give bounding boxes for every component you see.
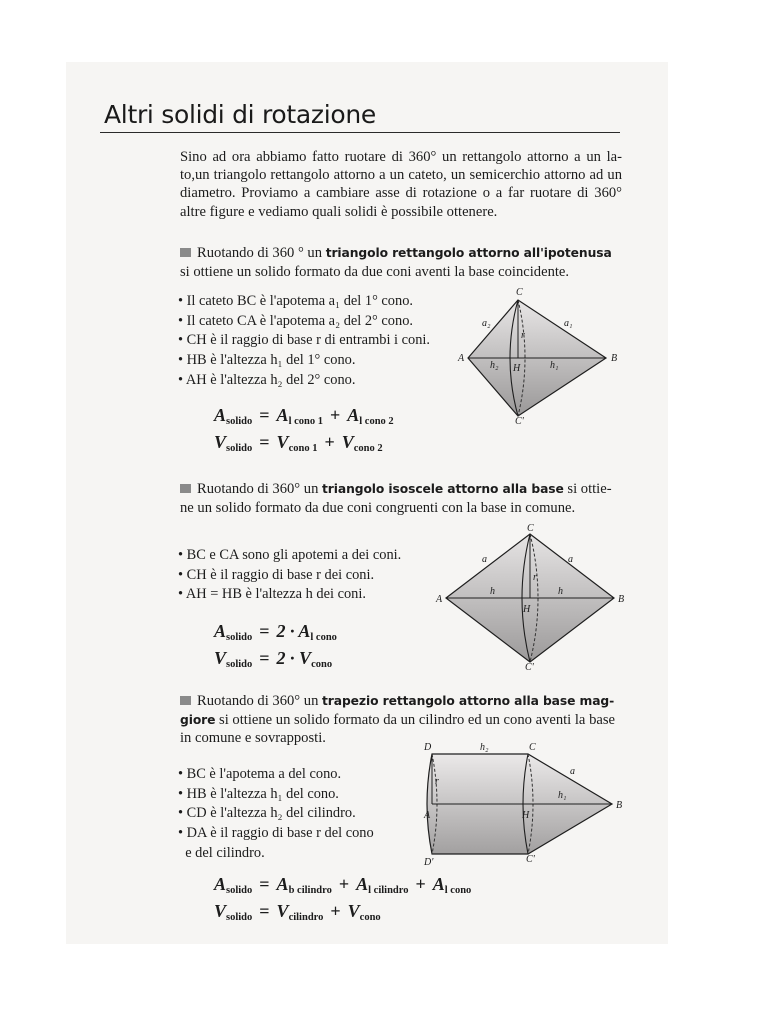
- list-item: • AH = HB è l'altezza h dei coni.: [178, 586, 366, 603]
- area-formula: $A_{solido} = 2 \cdot A_{l cono}$: [214, 621, 337, 643]
- label-B: B: [611, 353, 618, 364]
- list-item: • HB è l'altezza h₁ del 1° cono.: [178, 352, 356, 369]
- label-C-prime: C': [515, 416, 524, 426]
- list-item: • CH è il raggio di base r dei coni.: [178, 566, 375, 583]
- label-h2: h₂: [490, 360, 499, 371]
- title-rule: [100, 132, 620, 133]
- cylinder-cone-figure: [418, 738, 630, 870]
- label-r: r: [533, 572, 537, 583]
- label-h1: h₁: [550, 360, 559, 371]
- label-h2: h₂: [480, 742, 489, 753]
- section-1-points: [178, 292, 430, 391]
- list-item: • Il cateto CA è l'apotema a₂ del 2° cono.: [178, 312, 413, 329]
- list-item: e del cilindro.: [178, 844, 265, 861]
- list-item: • BC è l'apotema a del cono.: [178, 766, 342, 782]
- label-h-left: h: [490, 586, 495, 597]
- list-item: • BC e CA sono gli apotemi a dei coni.: [178, 547, 402, 563]
- section-1-lead: Ruotando di 360 ° un: [197, 245, 323, 261]
- label-C-prime: C': [526, 854, 535, 865]
- list-item: • CH è il raggio di base r di entrambi i coni.: [178, 332, 431, 349]
- label-r: r: [521, 330, 525, 341]
- list-item: • DA è il raggio di base r del cono: [178, 825, 374, 842]
- list-item: • Il cateto BC è l'apotema a₁ del 1° cono.: [178, 293, 413, 309]
- label-H: H: [522, 810, 530, 821]
- section-1-bold: triangolo rettangolo attorno all'ipotenusa: [325, 246, 612, 260]
- label-H: H: [513, 363, 521, 374]
- label-a-left: a: [482, 554, 487, 565]
- section-2-heading: [180, 480, 625, 517]
- section-2-bold: triangolo isoscele attorno alla base: [322, 482, 564, 496]
- section-2-lead: Ruotando di 360° un: [197, 481, 319, 497]
- area-formula: $A_{solido} = A_{b cilindro} + A_{l cilindro} + A_{l cono}$: [214, 874, 472, 896]
- label-a2: a₂: [482, 318, 491, 329]
- section-marker-icon: [180, 484, 191, 493]
- intro-paragraph: Sino ad ora abbiamo fatto ruotare di 360° un rettangolo attorno a un la-to,un triangolo rettangolo attorno a un cateto, un semicerchio attorno ad un diametro. Proviamo a cambiare asse di rotazione o a far ruotare di 360° altre figure e vediamo quali solidi è possibile ottenere.: [180, 149, 622, 220]
- label-r: r: [435, 776, 439, 787]
- section-1-heading: [180, 244, 625, 281]
- section-3-rest: si ottiene un solido formato da un cilindro ed un cono aventi la base in comune e sovrapposti.: [180, 711, 615, 746]
- section-1-rest: si ottiene un solido formato da due coni aventi la base coincidente.: [180, 263, 570, 280]
- section-2-rest: si ottie-ne un solido formato da due coni congruenti con la base in comune.: [180, 481, 612, 516]
- label-C: C: [516, 287, 523, 298]
- section-2-points: [178, 546, 401, 605]
- label-C: C: [527, 523, 534, 534]
- section-1-formula: [214, 405, 394, 459]
- label-a1: a₁: [564, 318, 573, 329]
- section-marker-icon: [180, 248, 191, 257]
- list-item: • HB è l'altezza h₁ del cono.: [178, 785, 339, 802]
- label-A: A: [458, 353, 465, 364]
- label-D: D: [424, 742, 432, 753]
- label-B: B: [616, 800, 623, 811]
- section-3-formula: [214, 874, 471, 928]
- page-title: Altri solidi di rotazione: [104, 100, 376, 129]
- list-item: • AH è l'altezza h₂ del 2° cono.: [178, 371, 356, 388]
- section-3-bold: trapezio rettangolo attorno alla base mag-giore: [180, 694, 615, 727]
- label-C-prime: C': [525, 662, 534, 672]
- volume-formula: $V_{solido} = 2 \cdot V_{cono}$: [214, 648, 333, 670]
- area-formula: $A_{solido} = A_{l cono 1} + A_{l cono 2}$: [214, 405, 394, 427]
- label-h1: h₁: [558, 790, 567, 801]
- double-cone-isosceles-figure: [430, 522, 630, 672]
- label-a-right: a: [568, 554, 573, 565]
- section-3-points: [178, 765, 374, 864]
- section-marker-icon: [180, 696, 191, 705]
- label-A: A: [436, 594, 443, 605]
- label-A: A: [424, 810, 431, 821]
- label-a: a: [570, 766, 575, 777]
- list-item: • CD è l'altezza h₂ del cilindro.: [178, 805, 356, 822]
- section-2-formula: [214, 621, 337, 675]
- volume-formula: $V_{solido} = V_{cono 1} + V_{cono 2}$: [214, 432, 383, 454]
- section-3-lead: Ruotando di 360° un: [197, 693, 319, 709]
- volume-formula: $V_{solido} = V_{cilindro} + V_{cono}$: [214, 901, 381, 923]
- label-h-right: h: [558, 586, 563, 597]
- double-cone-right-triangle-figure: [452, 286, 632, 426]
- label-D-prime: D': [424, 857, 434, 868]
- label-C: C: [529, 742, 536, 753]
- label-H: H: [523, 604, 531, 615]
- label-B: B: [618, 594, 625, 605]
